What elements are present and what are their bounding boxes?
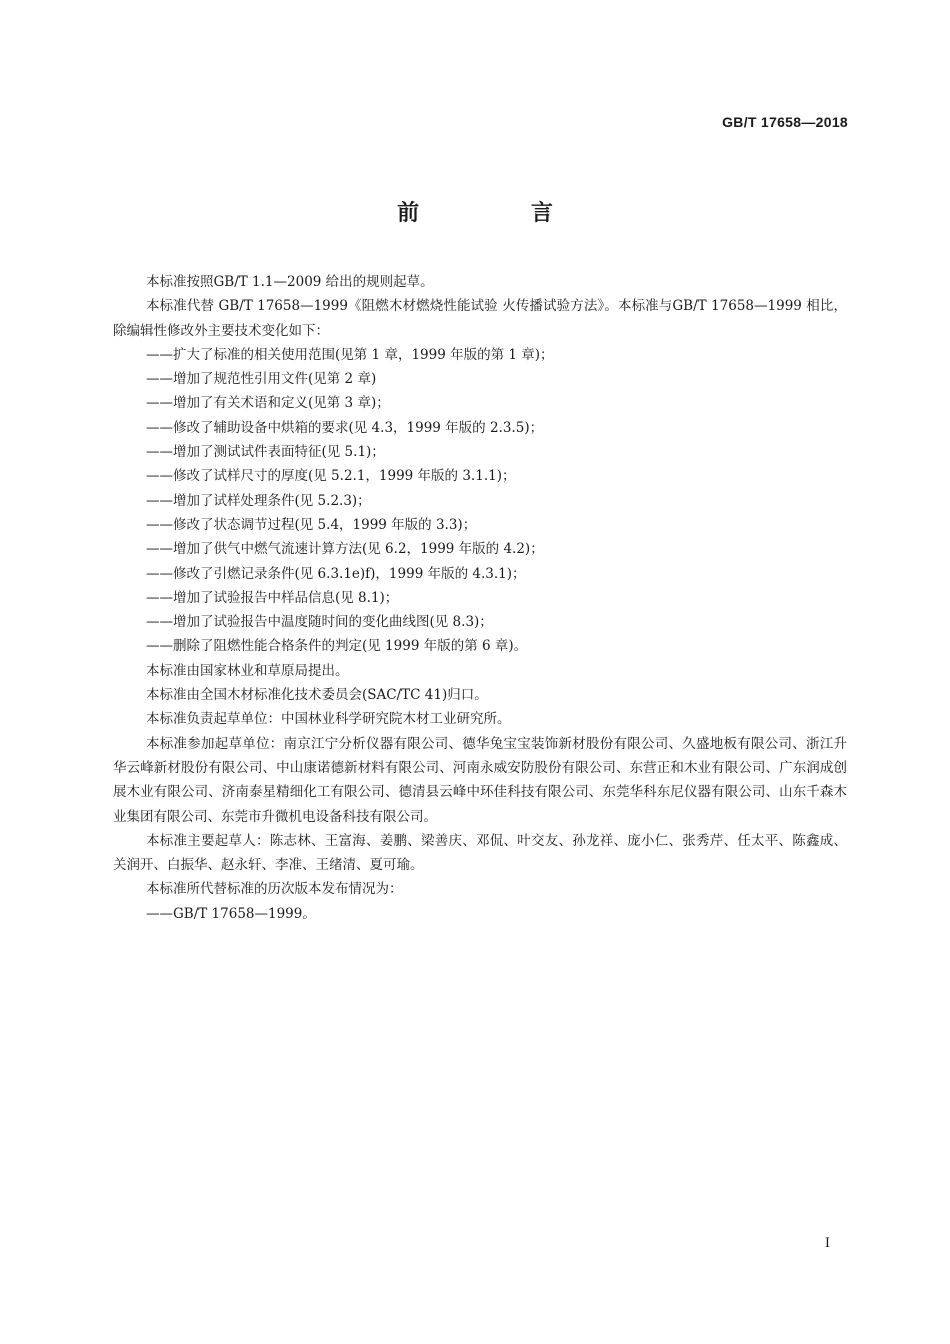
paragraph-lead-drafter: 本标准负责起草单位：中国林业科学研究院木材工业研究所。 <box>146 711 511 728</box>
page-title: 前 言 <box>397 201 605 226</box>
change-item: ——增加了供气中燃气流速计算方法(见 6.2，1999 年版的 4.2)； <box>146 541 544 558</box>
change-item: ——修改了试样尺寸的厚度(见 5.2.1，1999 年版的 3.1.1)； <box>146 468 516 485</box>
standard-code: GB/T 17658—2018 <box>722 114 848 130</box>
paragraph-drafting-rules: 本标准按照GB/T 1.1—2009 给出的规则起草。 <box>146 274 434 290</box>
paragraph-replaces-standard: 本标准代替 GB/T 17658—1999《阻燃木材燃烧性能试验 火传播试验方法》。本标准与GB/T 17658—1999 相比，除编辑性修改外主要技术变化如下： <box>113 298 847 339</box>
paragraph-proposed-by: 本标准由国家林业和草原局提出。 <box>146 662 349 679</box>
change-item: ——增加了测试试件表面特征(见 5.1)； <box>146 444 385 461</box>
change-item: ——修改了状态调节过程(见 5.4，1999 年版的 3.3)； <box>146 516 477 533</box>
change-item: ——增加了试验报告中温度随时间的变化曲线图(见 8.3)； <box>146 614 493 631</box>
change-item: ——增加了有关术语和定义(见第 3 章)； <box>146 395 390 412</box>
paragraph-previous-editions: 本标准所代替标准的历次版本发布情况为： <box>146 881 403 898</box>
change-item: ——增加了试验报告中样品信息(见 8.1)； <box>146 589 399 606</box>
change-item: ——删除了阻燃性能合格条件的判定(见 1999 年版的第 6 章)。 <box>146 638 528 655</box>
page-number: I <box>824 1236 830 1251</box>
change-item: ——增加了规范性引用文件(见第 2 章) <box>146 371 377 388</box>
paragraph-main-drafters: 本标准主要起草人：陈志林、王富海、姜鹏、梁善庆、邓侃、叶交友、孙龙祥、庞小仁、张秀芹、任太平、陈鑫成、关润开、白振华、赵永轩、李准、王绪清、夏可瑜。 <box>113 832 847 874</box>
previous-edition-item: ——GB/T 17658—1999。 <box>146 905 316 922</box>
paragraph-technical-committee: 本标准由全国木材标准化技术委员会(SAC/TC 41)归口。 <box>146 687 488 704</box>
change-item: ——增加了试样处理条件(见 5.2.3)； <box>146 492 371 509</box>
paragraph-participating-drafters: 本标准参加起草单位：南京江宁分析仪器有限公司、德华兔宝宝装饰新材股份有限公司、久盛地板有限公司、浙江升华云峰新材股份有限公司、中山康诺德新材料有限公司、河南永威安防股份有限公司、东营正和木业有限公司、广东润成创展木业有限公司、济南泰星精细化工有限公司、德清县云峰中环佳科技有限公司、东莞华科东尼仪器有限公司、山东千森木业集团有限公司、东莞市升微机电设备科技有限公司。 <box>113 735 847 825</box>
change-item: ——修改了引燃记录条件(见 6.3.1e)f)，1999 年版的 4.3.1)； <box>146 565 526 582</box>
change-item: ——修改了辅助设备中烘箱的要求(见 4.3，1999 年版的 2.3.5)； <box>146 419 544 436</box>
change-item: ——扩大了标准的相关使用范围(见第 1 章，1999 年版的第 1 章)； <box>146 346 554 363</box>
document-body <box>113 270 847 926</box>
